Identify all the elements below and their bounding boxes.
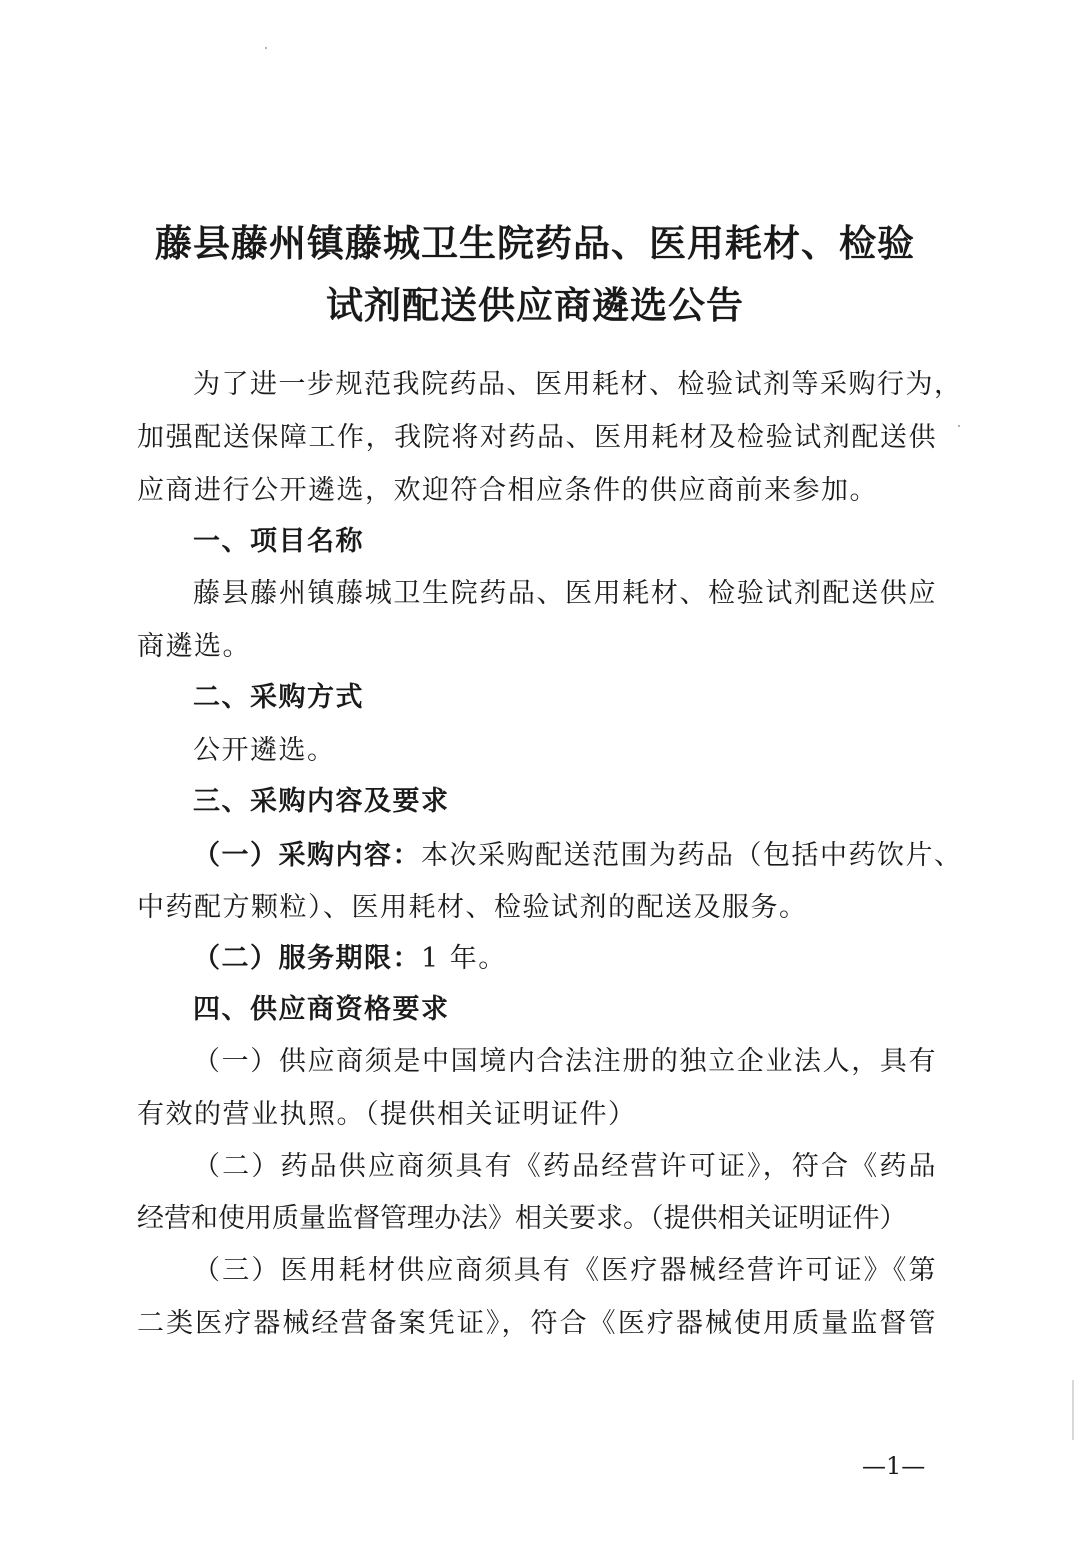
section-3-item-2-label: （二）服务期限：: [193, 943, 421, 974]
intro-paragraph-line-3: 应商进行公开遴选，欢迎符合相应条件的供应商前来参加。: [137, 475, 878, 506]
section-1-line-1: 藤县藤州镇藤城卫生院药品、医用耗材、检验试剂配送供应: [193, 578, 937, 609]
section-4-item-3-line-2: 二类医疗器械经营备案凭证》，符合《医疗器械使用质量监督管: [137, 1308, 937, 1339]
section-2-line-1: 公开遴选。: [193, 735, 336, 766]
section-4-item-2-line-2: 经营和使用质量监督管理办法》相关要求。（提供相关证明证件）: [137, 1203, 907, 1234]
intro-paragraph-line-2: 加强配送保障工作，我院将对药品、医用耗材及检验试剂配送供: [137, 422, 937, 453]
section-3-item-1-line-1: [193, 836, 963, 876]
scan-edge-mark: [1072, 1380, 1074, 1440]
section-3-heading: 三、采购内容及要求: [193, 786, 450, 817]
section-1-line-2: 商遴选。: [137, 631, 251, 662]
section-4-item-1-line-1: （一）供应商须是中国境内合法注册的独立企业法人，具有: [193, 1046, 937, 1077]
section-4-heading: 四、供应商资格要求: [193, 994, 450, 1025]
section-4-item-1-line-2: 有效的营业执照。（提供相关证明证件）: [137, 1099, 637, 1130]
page-number: —1—: [862, 1452, 926, 1480]
document-title-line-1: 藤县藤州镇藤城卫生院药品、医用耗材、检验: [155, 221, 915, 265]
document-title-line-2: 试剂配送供应商遴选公告: [326, 283, 744, 327]
section-3-item-1-line-2: 中药配方颗粒）、医用耗材、检验试剂的配送及服务。: [137, 892, 808, 923]
section-3-item-1-text: 本次采购配送范围为药品（包括中药饮片、: [421, 840, 963, 871]
section-4-item-2-line-1: （二）药品供应商须具有《药品经营许可证》，符合《药品: [193, 1151, 937, 1182]
section-2-heading: 二、采购方式: [193, 682, 364, 713]
section-3-item-1-label: （一）采购内容：: [193, 840, 421, 871]
section-4-item-3-line-1: （三）医用耗材供应商须具有《医疗器械经营许可证》《第: [193, 1255, 937, 1286]
scan-speck: [265, 47, 267, 49]
scan-speck: [958, 425, 960, 427]
section-3-item-2-text: 1 年。: [421, 943, 507, 974]
section-1-heading: 一、项目名称: [193, 526, 364, 557]
intro-paragraph-line-1: 为了进一步规范我院药品、医用耗材、检验试剂等采购行为，: [193, 369, 963, 400]
section-3-item-2: [193, 939, 937, 979]
